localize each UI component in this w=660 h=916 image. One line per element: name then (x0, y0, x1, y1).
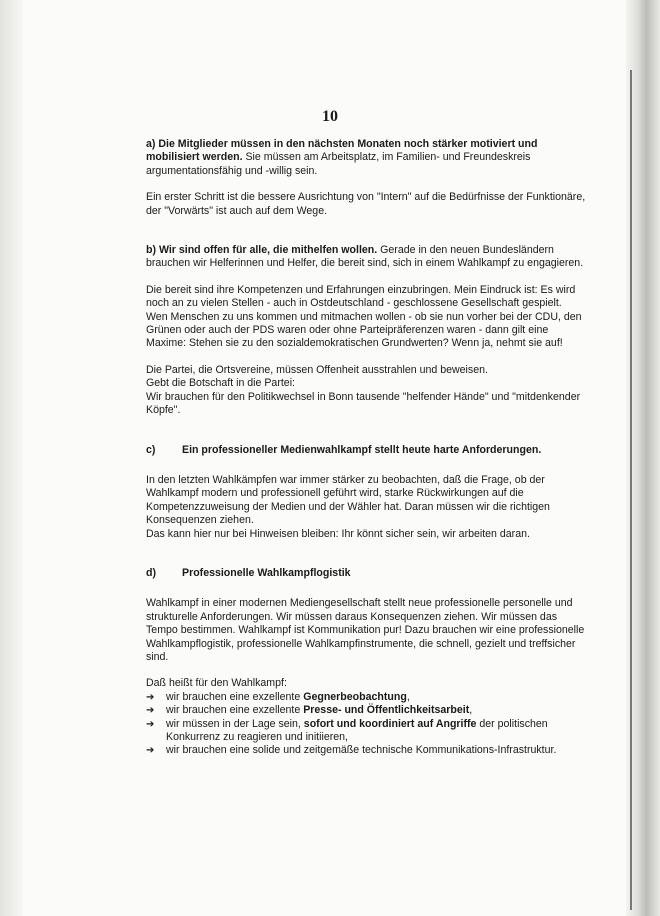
list-item-text: wir brauchen eine solide und zeitgemäße technische Kommunikations-Infrastruktur. (166, 744, 557, 757)
section-c-title: Ein professioneller Medienwahlkampf stellt heute harte Anforderungen. (182, 443, 542, 456)
section-d-title: Professionelle Wahlkampflogistik (182, 566, 351, 579)
section-b-para2: Die bereit sind ihre Kompetenzen und Erfahrungen einzubringen. Mein Eindruck ist: Es wird noch an zu vielen Stellen - auch in Ostdeutschland - geschlossene Gesellschaft gespielt. Wen Menschen zu uns kommen und mitmachen wollen - ob sie nun vorher bei der CDU, den Grünen oder auch der PDS waren oder ohne Parteipräferenzen waren - dann gilt eine Maxime: Stehen sie zu den sozialdemokratischen Grundwerten? Wenn ja, nehmt sie auf! (146, 283, 582, 350)
section-a-para2: Ein erster Schritt ist die bessere Ausrichtung von "Intern" auf die Bedürfnisse der Funktionäre, der "Vorwärts" ist auch auf dem Wege. (146, 191, 586, 217)
section-b-heading: b) Wir sind offen für alle, die mithelfen wollen. (146, 244, 378, 257)
section-b-para3 (146, 364, 586, 418)
list-item-post: , (469, 704, 473, 717)
list-item-post: der politischen Konkurrenz zu reagieren und initiieren, (166, 717, 548, 743)
section-b-line1: Die Partei, die Ortsvereine, müssen Offenheit ausstrahlen und beweisen. (146, 363, 488, 376)
section-b-line2: Gebt die Botschaft in die Partei: (146, 377, 295, 390)
list-item-bold: Gegnerbeobachtung (303, 690, 407, 703)
section-d-letter: d) (146, 566, 156, 579)
section-d-list (146, 691, 586, 758)
scan-edge-left (0, 0, 22, 916)
section-c-para1 (146, 474, 586, 541)
arrow-right-icon: ➔ (146, 745, 155, 757)
section-a-text: Sie müssen am Arbeitsplatz, im Familien- und Freundeskreis argumentationsfähig und -willig sein. (146, 151, 531, 177)
list-item (146, 691, 586, 704)
section-a-heading: a) Die Mitglieder müssen in den nächsten Monaten noch stärker motiviert und mobilisiert werden. (146, 138, 538, 164)
list-item-text: wir brauchen eine exzellente (166, 704, 304, 717)
list-item-post: , (406, 690, 410, 703)
scan-line (630, 70, 632, 910)
arrow-right-icon: ➔ (146, 705, 155, 717)
list-item-text: wir müssen in der Lage sein, (166, 717, 304, 730)
section-d-list-intro: Daß heißt für den Wahlkampf: (146, 677, 287, 690)
list-item (146, 744, 586, 757)
section-d-heading (146, 567, 586, 580)
list-item-bold: sofort und koordiniert auf Angriffe (303, 717, 477, 730)
list-item-bold: Presse- und Öffentlichkeitsarbeit (303, 704, 470, 717)
list-item-text: wir brauchen eine exzellente (166, 690, 304, 703)
arrow-right-icon: ➔ (146, 718, 155, 730)
section-c-text2: Das kann hier nur bei Hinweisen bleiben: Ihr könnt sicher sein, wir arbeiten daran. (146, 527, 530, 540)
page-number: 10 (322, 108, 338, 125)
arrow-right-icon: ➔ (146, 691, 155, 703)
section-d-para1: Wahlkampf in einer modernen Mediengesellschaft stellt neue professionelle personelle und strukturelle Anforderungen. Wir müssen daraus Konsequenzen ziehen. Wir müssen das Tempo bestimmen. Wahlkampf ist Kommunikation pur! Dazu brauchen wir eine professionelle Wahlkampflogistik, professionelle Wahlkampfinstrumente, die schnell, gezielt und treffsicher sind. (146, 597, 585, 663)
section-c-text: In den letzten Wahlkämpfen war immer stärker zu beobachten, daß die Frage, ob der Wahlkampf modern und professionell geführt wird, starke Rückwirkungen auf die Kompetenzzuweisung der Medien und der Wähler hat. Daran müssen wir die richtigen Konsequenzen ziehen. (146, 473, 550, 527)
section-b-text: Gerade in den neuen Bundesländern brauchen wir Helferinnen und Helfer, die bereit sind, sich in einem Wahlkampf zu engagieren. (146, 244, 584, 270)
section-c-heading (146, 444, 586, 457)
section-a-para1 (146, 138, 586, 178)
list-item (146, 704, 586, 717)
document-body (146, 138, 586, 758)
section-b-para1 (146, 244, 586, 271)
section-b-line3: Wir brauchen für den Politikwechsel in Bonn tausende "helfender Hände" und "mitdenkender Köpfe". (146, 390, 581, 417)
list-item (146, 718, 586, 745)
section-c-letter: c) (146, 443, 156, 456)
